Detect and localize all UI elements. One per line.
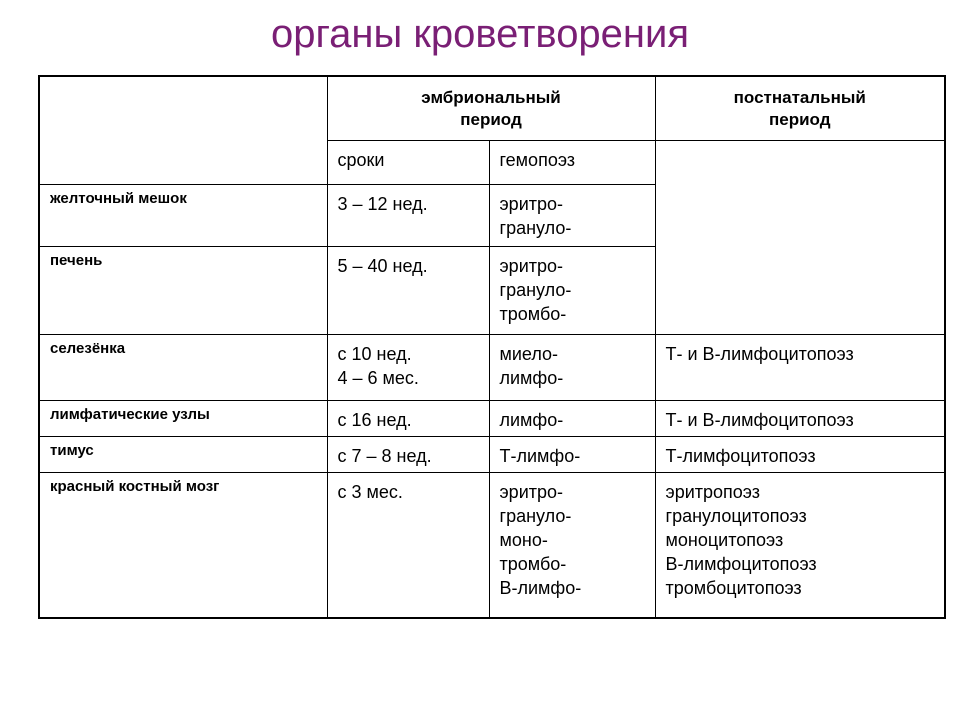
page-title: органы кроветворения <box>270 12 690 56</box>
postnatal-empty-cell <box>655 140 945 334</box>
organ-name: желточный мешок <box>39 184 327 246</box>
hemopoiesis-header: гемопоэз <box>489 140 655 184</box>
terms-cell: с 3 мес. <box>327 472 489 618</box>
organ-name: красный костный мозг <box>39 472 327 618</box>
organ-name: печень <box>39 246 327 334</box>
terms-cell: 3 – 12 нед. <box>327 184 489 246</box>
terms-cell: 5 – 40 нед. <box>327 246 489 334</box>
hemopoiesis-cell: эритро- грануло- моно- тромбо- В-лимфо- <box>489 472 655 618</box>
hemopoiesis-cell: миело- лимфо- <box>489 334 655 400</box>
postnatal-cell: Т-лимфоцитопоэз <box>655 436 945 472</box>
embryonic-period-header: эмбриональный период <box>327 76 655 140</box>
organ-name: тимус <box>39 436 327 472</box>
hemopoiesis-cell: Т-лимфо- <box>489 436 655 472</box>
hemopoiesis-cell: лимфо- <box>489 400 655 436</box>
table-row <box>39 436 945 472</box>
terms-cell: с 7 – 8 нед. <box>327 436 489 472</box>
hematopoiesis-table <box>38 75 946 619</box>
corner-cell <box>39 76 327 184</box>
terms-cell: с 10 нед. 4 – 6 мес. <box>327 334 489 400</box>
organ-name: селезёнка <box>39 334 327 400</box>
table-row <box>39 334 945 400</box>
hemopoiesis-cell: эритро- грануло- <box>489 184 655 246</box>
hemopoiesis-cell: эритро- грануло- тромбо- <box>489 246 655 334</box>
terms-cell: с 16 нед. <box>327 400 489 436</box>
postnatal-cell: Т- и В-лимфоцитопоэз <box>655 400 945 436</box>
table-row <box>39 400 945 436</box>
postnatal-cell: эритропоэз гранулоцитопоэз моноцитопоэз В-лимфоцитопоэз тромбоцитопоэз <box>655 472 945 618</box>
organ-name: лимфатические узлы <box>39 400 327 436</box>
terms-header: сроки <box>327 140 489 184</box>
table-row <box>39 472 945 618</box>
postnatal-cell: Т- и В-лимфоцитопоэз <box>655 334 945 400</box>
postnatal-period-header: постнатальный период <box>655 76 945 140</box>
